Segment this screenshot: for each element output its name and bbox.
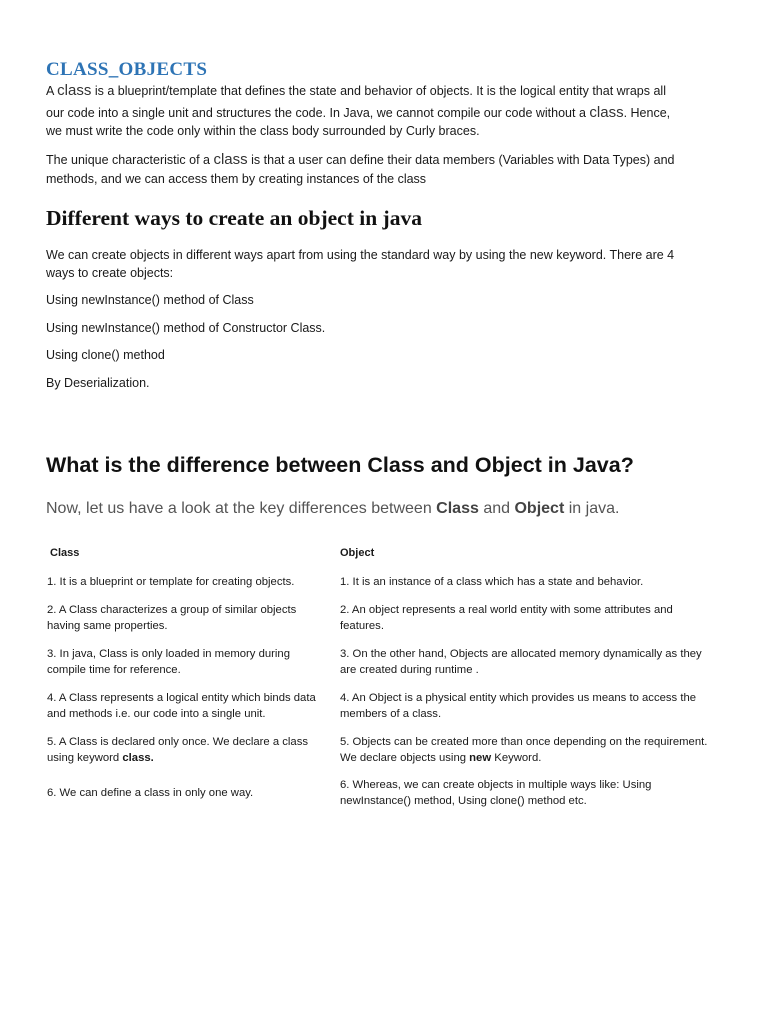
cell-line: are created during runtime . bbox=[340, 664, 479, 676]
cell-line bbox=[340, 750, 707, 766]
table-cell-class bbox=[47, 734, 308, 766]
text: We declare objects using bbox=[340, 752, 470, 764]
table-cell-object: 1. It is an instance of a class which has a state and behavior. bbox=[340, 576, 644, 588]
table-cell-class: 1. It is a blueprint or template for creating objects. bbox=[47, 576, 295, 588]
text: is that a user can define their data members (Variables with Data Types) and bbox=[251, 153, 675, 167]
text: . Hence, bbox=[623, 106, 671, 120]
table-cell-object bbox=[340, 646, 702, 678]
intro-paragraph-line-2 bbox=[46, 104, 670, 122]
ways-intro-line-1: We can create objects in different ways apart from using the standard way by using the new keyword. There are 4 bbox=[46, 248, 675, 262]
cell-line: and methods i.e. our code into a single unit. bbox=[47, 708, 266, 720]
way-item: Using clone() method bbox=[46, 348, 165, 362]
table-cell-class: 6. We can define a class in only one way. bbox=[47, 787, 254, 799]
table-cell-object bbox=[340, 734, 707, 766]
cell-line: features. bbox=[340, 620, 384, 632]
cell-line: 5. A Class is declared only once. We declare a class bbox=[47, 736, 309, 748]
keyword-class: class. bbox=[122, 752, 154, 764]
text: Keyword. bbox=[491, 752, 542, 764]
characteristic-paragraph-line-2: methods, and we can access them by creating instances of the class bbox=[46, 172, 427, 186]
keyword-new: new bbox=[469, 752, 492, 764]
text: in java. bbox=[568, 500, 620, 517]
section-heading-ways: Different ways to create an object in java bbox=[46, 206, 422, 230]
cell-line: 4. A Class represents a logical entity which binds data bbox=[47, 692, 316, 704]
text: using keyword bbox=[47, 752, 123, 764]
section-heading-difference: What is the difference between Class and Object in Java? bbox=[46, 453, 634, 477]
text: Now, let us have a look at the key differences between bbox=[46, 500, 432, 517]
cell-line: 3. In java, Class is only loaded in memory during bbox=[47, 648, 290, 660]
ways-intro-line-2: ways to create objects: bbox=[46, 266, 174, 280]
table-cell-object bbox=[340, 777, 651, 809]
way-item: By Deserialization. bbox=[46, 376, 150, 390]
way-item: Using newInstance() method of Constructor Class. bbox=[46, 321, 326, 335]
characteristic-paragraph-line-1 bbox=[46, 151, 675, 169]
text: is a blueprint/template that defines the state and behavior of objects. It is the logical entity that wraps all bbox=[94, 84, 666, 98]
cell-line: 4. An Object is a physical entity which provides us means to access the bbox=[340, 692, 697, 704]
text: and bbox=[483, 500, 511, 517]
table-header-class: Class bbox=[50, 547, 80, 559]
cell-line bbox=[47, 750, 308, 766]
table-header-object: Object bbox=[340, 547, 375, 559]
text-class: Class bbox=[436, 500, 479, 517]
cell-line: 6. Whereas, we can create objects in multiple ways like: Using bbox=[340, 779, 652, 791]
cell-line: 5. Objects can be created more than once depending on the requirement. bbox=[340, 736, 708, 748]
table-cell-class bbox=[47, 602, 296, 634]
intro-paragraph-line-3: we must write the code only within the class body surrounded by Curly braces. bbox=[46, 124, 480, 138]
text: The unique characteristic of a bbox=[46, 153, 210, 167]
intro-paragraph-line-1 bbox=[46, 82, 666, 100]
cell-line: 2. An object represents a real world entity with some attributes and bbox=[340, 604, 673, 616]
text-object: Object bbox=[514, 500, 565, 517]
keyword-class: class bbox=[57, 82, 92, 99]
way-item: Using newInstance() method of Class bbox=[46, 293, 254, 307]
cell-line: newInstance() method, Using clone() method etc. bbox=[340, 795, 587, 807]
table-cell-object bbox=[340, 690, 696, 722]
cell-line: 2. A Class characterizes a group of similar objects bbox=[47, 604, 297, 616]
cell-line: having same properties. bbox=[47, 620, 168, 632]
table-cell-class bbox=[47, 690, 316, 722]
table-cell-class bbox=[47, 646, 290, 678]
table-cell-object bbox=[340, 602, 673, 634]
keyword-class: class bbox=[589, 104, 624, 121]
difference-subtitle bbox=[46, 500, 619, 518]
text: A bbox=[46, 84, 54, 98]
page-title: CLASS_OBJECTS bbox=[46, 59, 208, 80]
cell-line: members of a class. bbox=[340, 708, 442, 720]
cell-line: compile time for reference. bbox=[47, 664, 181, 676]
cell-line: 3. On the other hand, Objects are allocated memory dynamically as they bbox=[340, 648, 702, 660]
keyword-class: class bbox=[213, 151, 248, 168]
text: our code into a single unit and structures the code. In Java, we cannot compile our code without a bbox=[46, 106, 586, 120]
